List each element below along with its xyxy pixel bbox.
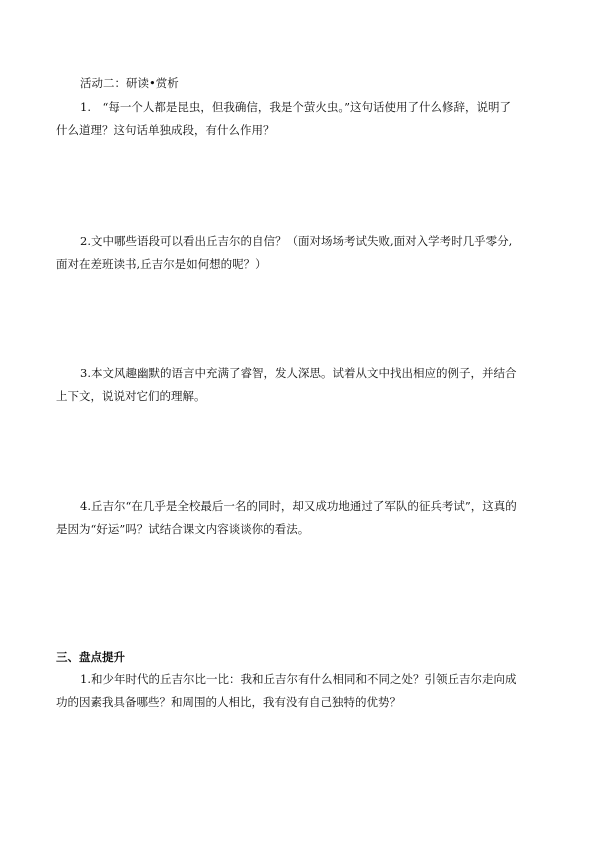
section-3-question-1-line-2: 功的因素我具备哪些？和周围的人相比，我有没有自己独特的优势？	[56, 695, 401, 709]
question-3-line-1: 3.本文风趣幽默的语言中充满了睿智，发人深思。试着从文中找出相应的例子，并结合	[80, 366, 517, 380]
question-1-line-1: 1. “每一个人都是昆虫，但我确信，我是个萤火虫。”这句话使用了什么修辞，说明了	[80, 100, 511, 114]
section-3-question-1-line-1: 1.和少年时代的丘吉尔比一比：我和丘吉尔有什么相同和不同之处？引领丘吉尔走向成	[80, 672, 517, 686]
section-3-heading: 三、盘点提升	[56, 650, 125, 664]
activity2-heading: 活动二：研读•赏析	[80, 76, 179, 90]
question-3-line-2: 上下文，说说对它们的理解。	[56, 389, 206, 403]
question-1-line-2: 什么道理？这句话单独成段，有什么作用？	[56, 123, 275, 137]
question-2-line-1: 2.文中哪些语段可以看出丘吉尔的自信？（面对场场考试失败,面对入学考时几乎零分,	[80, 234, 513, 248]
question-2-line-2: 面对在差班读书,丘吉尔是如何想的呢？）	[56, 257, 267, 271]
question-4-line-1: 4.丘吉尔“在几乎是全校最后一名的同时，却又成功地通过了军队的征兵考试”，这真的	[80, 499, 517, 513]
question-4-line-2: 是因为“好运”吗？试结合课文内容谈谈你的看法。	[56, 522, 310, 536]
